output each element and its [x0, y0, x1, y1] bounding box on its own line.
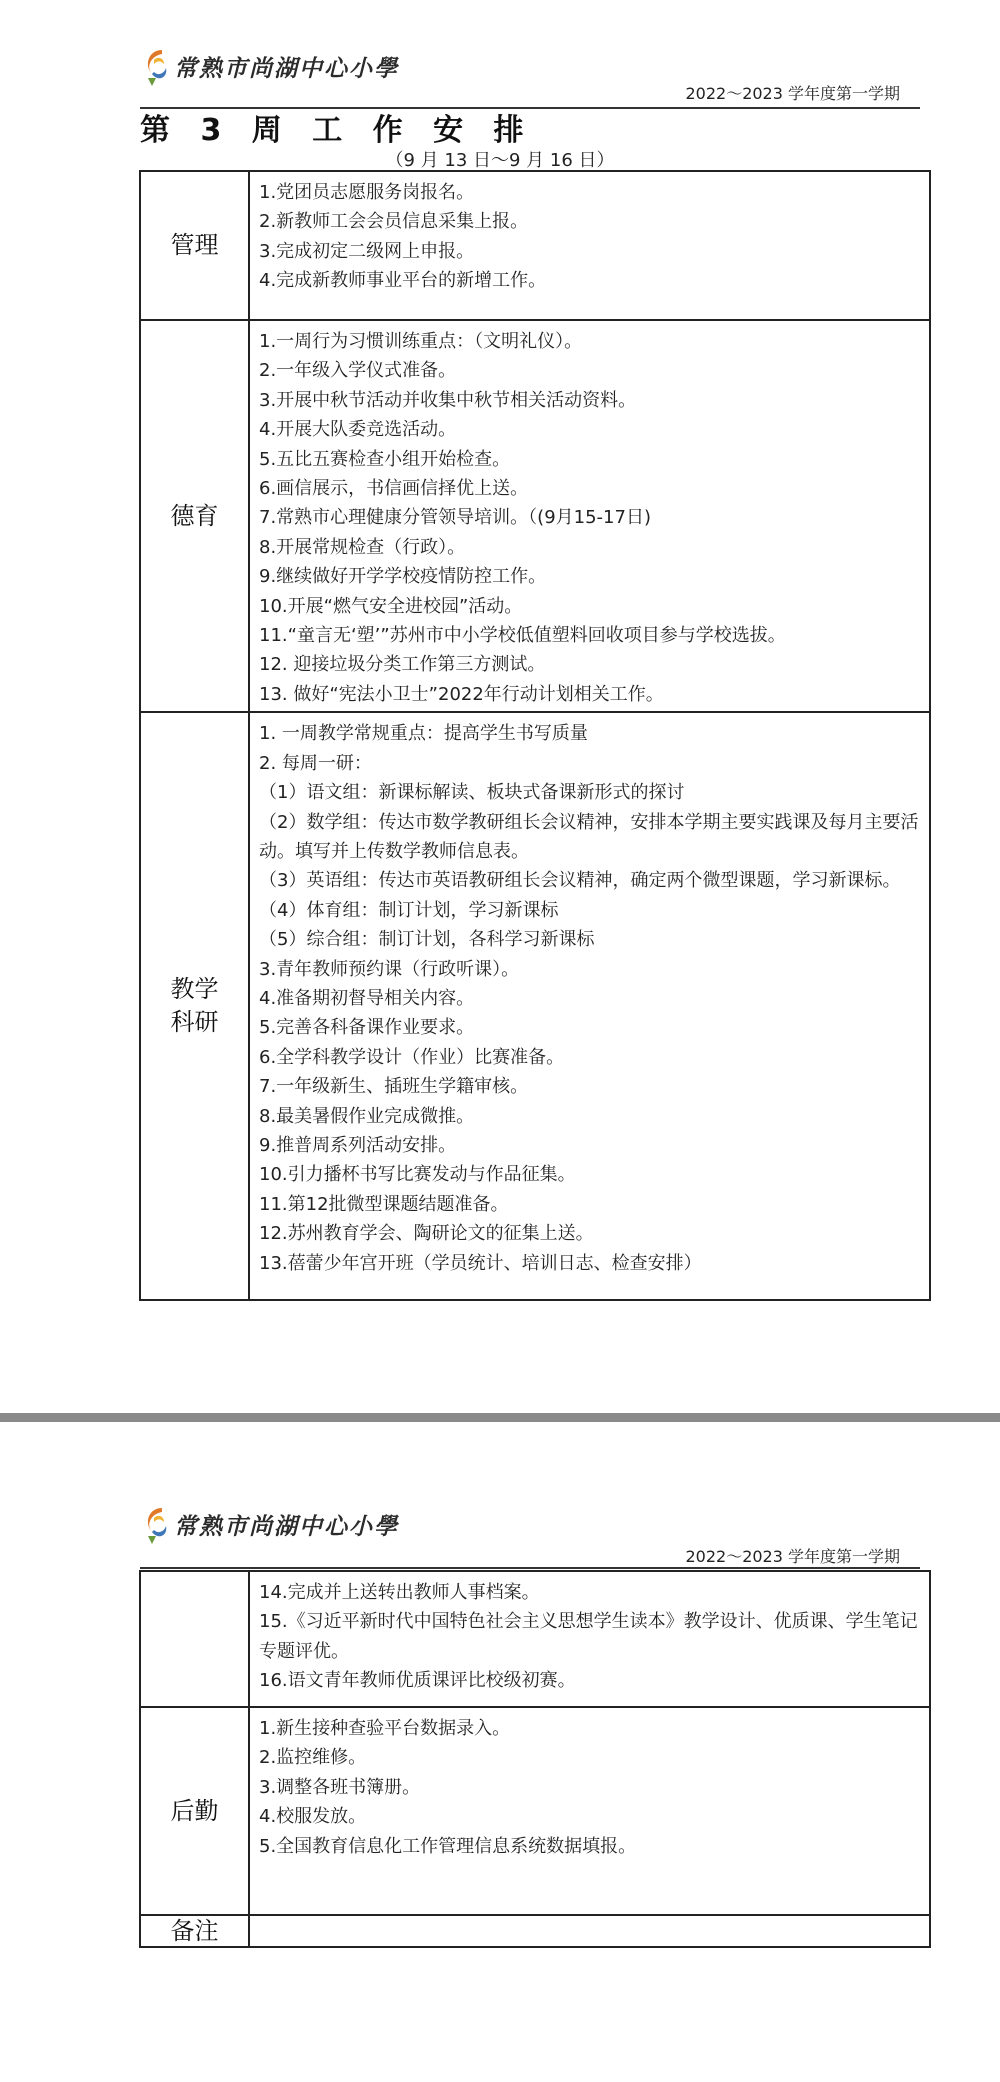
header-rule [140, 1567, 920, 1569]
school-year: 2022～2023 学年度第一学期 [685, 84, 900, 103]
schedule-table [139, 170, 931, 1301]
category-cell [140, 1707, 249, 1915]
school-logo [140, 1502, 399, 1546]
list-item: 1.新生接种查验平台数据录入。 [259, 1718, 511, 1739]
list-item: （3）英语组：传达市英语教研组长会议精神，确定两个微型课题，学习新课标。 [259, 870, 901, 892]
page-separator [0, 1413, 1000, 1422]
category-cell [140, 712, 249, 1300]
list-item: 1.党团员志愿服务岗报名。 [259, 182, 475, 203]
list-item: （1）语文组：新课标解读、板块式备课新形式的探讨 [259, 782, 685, 804]
date-range: （9 月 13 日～9 月 16 日） [385, 150, 615, 171]
list-item: 4.校服发放。 [259, 1806, 367, 1828]
list-item: 8.最美暑假作业完成微推。 [259, 1105, 475, 1127]
list-item: 16.语文青年教师优质课评比校级初赛。 [259, 1670, 576, 1692]
list-item: 1. 一周教学常规重点：提高学生书写质量 [259, 723, 588, 745]
page-header [140, 44, 920, 114]
school-name: 常熟市尚湖中心小學 [174, 54, 399, 82]
list-item: 15.《习近平新时代中国特色社会主义思想学生读本》教学设计、优质课、学生笔记专题评优。 [259, 1611, 918, 1662]
list-item: 11.“童言无‘塑’”苏州市中小学校低值塑料回收项目参与学校选拔。 [259, 625, 786, 647]
list-item: 5.五比五赛检查小组开始检查。 [259, 448, 511, 470]
list-item: 7.常熟市心理健康分管领导培训。（(9月15-17日) [259, 507, 651, 529]
items-cell [249, 171, 930, 320]
category-cell [140, 1571, 249, 1707]
category-label: 后勤 [170, 1796, 219, 1825]
table-row [140, 712, 930, 1300]
items-cell [249, 1915, 930, 1947]
category-label: 备注 [170, 1917, 219, 1945]
items-cell [249, 712, 930, 1300]
list-item: 2.一年级入学仪式准备。 [259, 360, 457, 382]
list-item: 2.新教师工会会员信息采集上报。 [259, 211, 529, 233]
list-item: 13. 做好“宪法小卫士”2022年行动计划相关工作。 [259, 683, 664, 705]
list-item: 11.第12批微型课题结题准备。 [259, 1193, 509, 1215]
category-label: 管理 [170, 231, 219, 259]
table-row [140, 1571, 930, 1707]
list-item: 14.完成并上送转出教师人事档案。 [259, 1582, 540, 1603]
list-item: 3.青年教师预约课（行政听课）。 [259, 958, 520, 980]
list-item: （4）体育组：制订计划，学习新课标 [259, 899, 559, 921]
table-row [140, 171, 930, 320]
category-label: 教学 科研 [170, 975, 219, 1037]
list-item: 10.引力播杯书写比赛发动与作品征集。 [259, 1164, 576, 1186]
items-cell [249, 1571, 930, 1707]
list-item: 4.完成新教师事业平台的新增工作。 [259, 270, 547, 292]
list-item: 6.全学科教学设计（作业）比赛准备。 [259, 1046, 565, 1068]
list-item: 3.完成初定二级网上申报。 [259, 240, 475, 262]
list-item: 1.一周行为习惯训练重点：（文明礼仪）。 [259, 331, 583, 352]
school-year: 2022～2023 学年度第一学期 [685, 1547, 900, 1566]
school-logo-icon [140, 44, 170, 88]
list-item: 8.开展常规检查（行政）。 [259, 536, 466, 558]
list-item: 4.开展大队委竞选活动。 [259, 419, 457, 441]
page-title: 第 3 周 工 作 安 排 [140, 113, 534, 148]
list-item: 2.监控维修。 [259, 1747, 367, 1769]
category-cell [140, 1915, 249, 1947]
category-cell [140, 171, 249, 320]
school-name: 常熟市尚湖中心小學 [174, 1512, 399, 1540]
items-cell [249, 1707, 930, 1915]
school-logo [140, 44, 399, 88]
list-item: 12. 迎接垃圾分类工作第三方测试。 [259, 654, 546, 676]
list-item: 9.继续做好开学学校疫情防控工作。 [259, 566, 547, 588]
list-item: 2. 每周一研： [259, 752, 372, 774]
table-row [140, 1707, 930, 1915]
schedule-table [139, 1570, 931, 1948]
table-row [140, 1915, 930, 1947]
category-cell [140, 320, 249, 712]
list-item: （5）综合组：制订计划，各科学习新课标 [259, 929, 595, 951]
list-item: 7.一年级新生、插班生学籍审核。 [259, 1076, 529, 1098]
list-item: 6.画信展示，书信画信择优上送。 [259, 478, 529, 500]
list-item: 5.完善各科备课作业要求。 [259, 1017, 475, 1039]
page-header [140, 1502, 920, 1572]
list-item: 3.开展中秋节活动并收集中秋节相关活动资料。 [259, 389, 637, 411]
table-row [140, 320, 930, 712]
list-item: 3.调整各班书簿册。 [259, 1776, 421, 1798]
list-item: 13.蓓蕾少年宫开班（学员统计、培训日志、检查安排） [259, 1252, 702, 1274]
category-label: 德育 [170, 501, 219, 530]
list-item: 4.准备期初督导相关内容。 [259, 987, 475, 1009]
list-item: （2）数学组：传达市数学教研组长会议精神，安排本学期主要实践课及每月主要活动。填写并上传数学教师信息表。 [259, 811, 919, 862]
list-item: 10.开展“燃气安全进校园”活动。 [259, 595, 523, 617]
document-page-2 [0, 1422, 1000, 2082]
school-logo-icon [140, 1502, 170, 1546]
items-cell [249, 320, 930, 712]
list-item: 9.推普周系列活动安排。 [259, 1134, 457, 1156]
list-item: 5.全国教育信息化工作管理信息系统数据填报。 [259, 1835, 637, 1857]
list-item: 12.苏州教育学会、陶研论文的征集上送。 [259, 1223, 594, 1245]
